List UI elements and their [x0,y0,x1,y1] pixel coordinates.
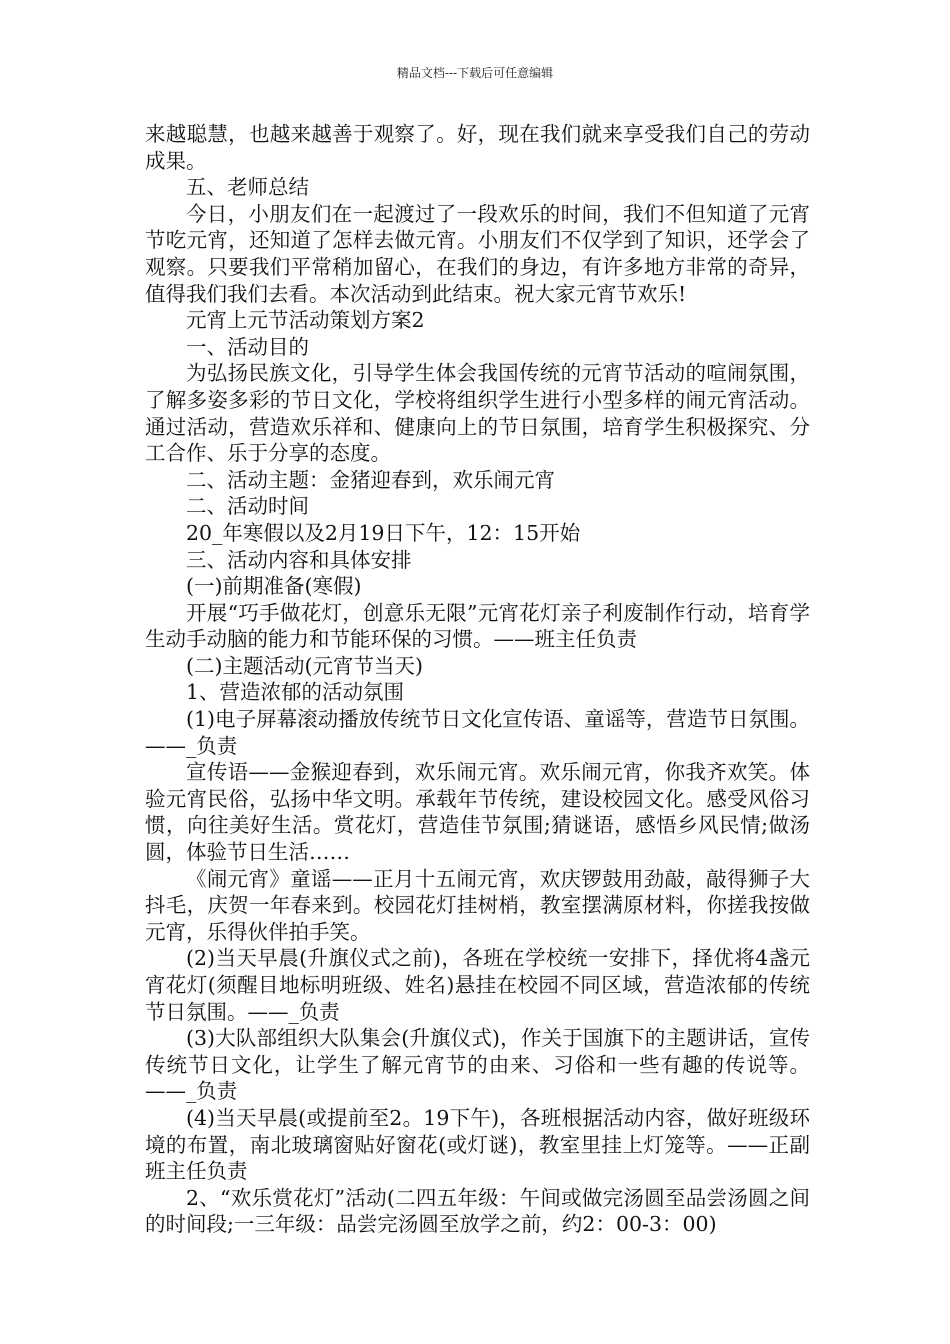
subsection-heading: (二)主题活动(元宵节当天) [186,653,423,678]
paragraph: 为弘扬民族文化，引导学生体会我国传统的元宵节活动的喧闹氛围，了解多姿多彩的节日文化，学校将组织学生进行小型多样的闹元宵活动。通过活动，营造欢乐祥和、健康向上的节日氛围，培育学生积极探究、分工合作、乐于分享的态度。 [145,361,810,466]
paragraph: 《闹元宵》童谣——正月十五闹元宵，欢庆锣鼓用劲敲，敲得狮子大抖毛，庆贺一年春来到。校园花灯挂树梢，教室摆满原材料，你搓我按做元宵，乐得伙伴拍手笑。 [145,866,810,944]
page-header: 精品文档---下载后可任意编辑 [396,66,554,80]
paragraph: (3)大队部组织大队集会(升旗仪式)，作关于国旗下的主题讲话，宣传传统节日文化，让学生了解元宵节的由来、习俗和一些有趣的传说等。——_负责 [145,1026,810,1104]
subsection-heading: 1、营造浓郁的活动氛围 [186,680,405,705]
section-heading: 二、活动主题：金猪迎春到，欢乐闹元宵 [186,467,555,492]
section-heading: 五、老师总结 [186,175,309,200]
document-body [145,121,810,1238]
paragraph: 20_年寒假以及2月19日下午，12：15开始 [186,520,581,545]
paragraph: 开展“巧手做花灯，创意乐无限”元宵花灯亲子利废制作行动，培育学生动手动脑的能力和节能环保的习惯。——班主任负责 [145,600,810,652]
paragraph: (2)当天早晨(升旗仪式之前)，各班在学校统一安排下，择优将4盏元宵花灯(须醒目地标明班级、姓名)悬挂在校园不同区域，营造浓郁的传统节日氛围。——_负责 [145,946,810,1024]
paragraph: (1)电子屏幕滚动播放传统节日文化宣传语、童谣等，营造节日氛围。——_负责 [145,707,810,758]
subsection-heading: (一)前期准备(寒假) [186,574,362,599]
paragraph: 今日，小朋友们在一起渡过了一段欢乐的时间，我们不但知道了元宵节吃元宵，还知道了怎样去做元宵。小朋友们不仅学到了知识，还学会了观察。只要我们平常稍加留心，在我们的身边，有许多地方非常的奇异，值得我们我们去看。本次活动到此结束。祝大家元宵节欢乐! [145,201,810,306]
section-heading: 二、活动时间 [186,494,309,519]
section-heading: 三、活动内容和具体安排 [186,547,412,572]
paragraph: (4)当天早晨(或提前至2。19下午)，各班根据活动内容，做好班级环境的布置，南北玻璃窗贴好窗花(或灯谜)，教室里挂上灯笼等。——正副班主任负责 [145,1105,810,1184]
document-title: 元宵上元节活动策划方案2 [186,308,425,333]
section-heading: 一、活动目的 [186,334,309,359]
paragraph: 2、“欢乐赏花灯”活动(二四五年级：午间或做完汤圆至品尝汤圆之间的时间段;一三年级：品尝完汤圆至放学之前，约2：00-3：00) [145,1185,810,1237]
paragraph: 来越聪慧，也越来越善于观察了。好，现在我们就来享受我们自己的劳动成果。 [145,122,810,173]
paragraph: 宣传语——金猴迎春到，欢乐闹元宵。欢乐闹元宵，你我齐欢笑。体验元宵民俗，弘扬中华文明。承载年节传统，建设校园文化。感受风俗习惯，向往美好生活。赏花灯，营造佳节氛围;猜谜语，感悟乡风民情;做汤圆，体验节日生活…… [145,760,810,865]
